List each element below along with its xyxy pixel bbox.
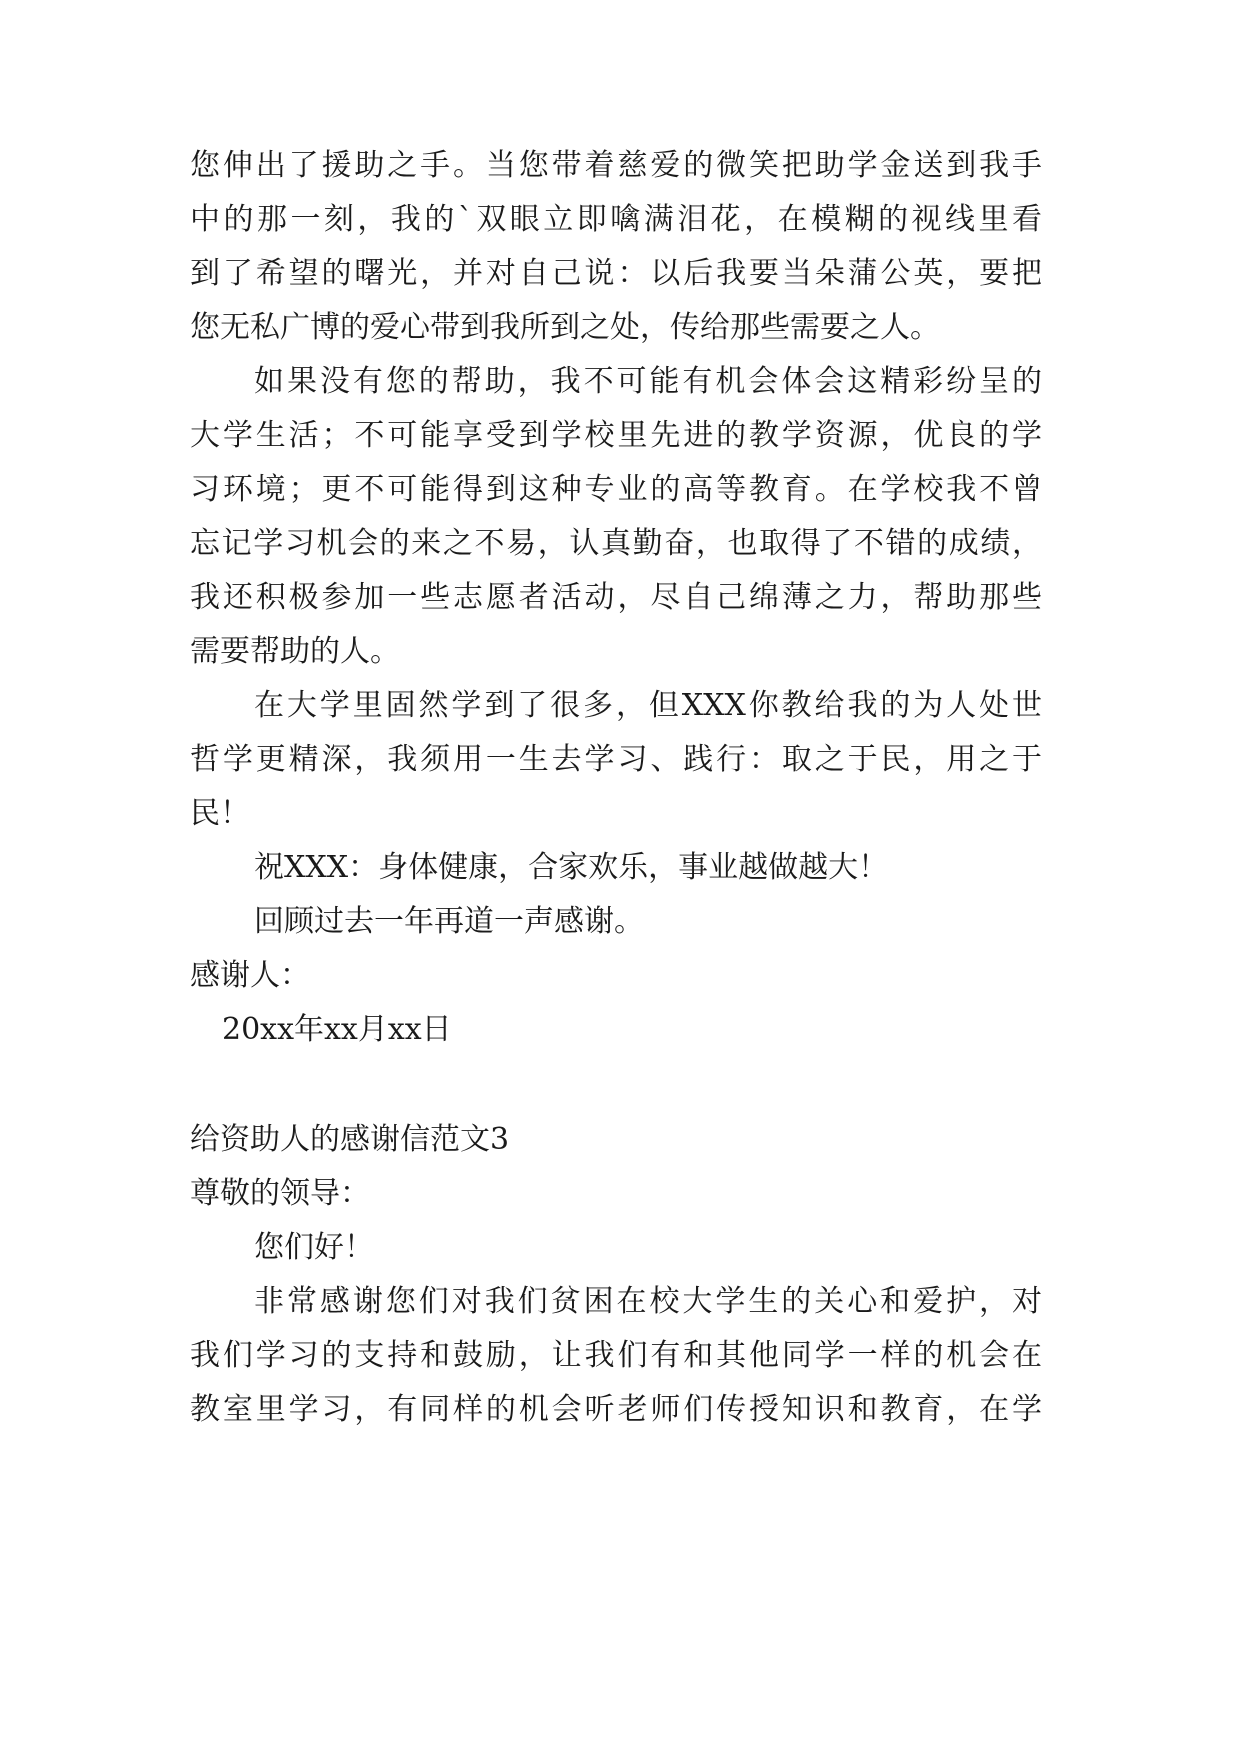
body-text-line: 您伸出了援助之手。当您带着慈爱的微笑把助学金送到我手 [190, 148, 1042, 183]
body-text-line: 在大学里固然学到了很多，但XXX你教给我的为人处世 [254, 688, 1042, 723]
body-text-line: 哲学更精深，我须用一生去学习、践行：取之于民，用之于 [190, 742, 1042, 777]
body-text-line: 大学生活；不可能享受到学校里先进的教学资源，优良的学 [190, 418, 1042, 453]
section-title: 给资助人的感谢信范文3 [190, 1122, 510, 1157]
body-text-line: 如果没有您的帮助，我不可能有机会体会这精彩纷呈的 [254, 364, 1042, 399]
body-text-line: 中的那一刻，我的`双眼立即噙满泪花，在模糊的视线里看 [190, 202, 1042, 237]
body-text-line: 教室里学习，有同样的机会听老师们传授知识和教育，在学 [190, 1392, 1042, 1427]
salutation: 尊敬的领导： [190, 1176, 370, 1211]
body-text-line: 习环境；更不可能得到这种专业的高等教育。在学校我不曾 [190, 472, 1042, 507]
wish-line: 祝XXX：身体健康，合家欢乐，事业越做越大！ [254, 850, 889, 885]
greeting: 您们好！ [254, 1230, 374, 1265]
signer-label: 感谢人： [190, 958, 310, 993]
body-text-line: 需要帮助的人。 [190, 634, 400, 669]
body-text-line: 民！ [190, 796, 250, 831]
letter-date: 20xx年xx月xx日 [222, 1012, 452, 1047]
body-text-line: 到了希望的曙光，并对自己说：以后我要当朵蒲公英，要把 [190, 256, 1042, 291]
closing-line: 回顾过去一年再道一声感谢。 [254, 904, 644, 939]
body-text-line: 您无私广博的爱心带到我所到之处，传给那些需要之人。 [190, 310, 940, 345]
body-text-line: 我还积极参加一些志愿者活动，尽自己绵薄之力，帮助那些 [190, 580, 1042, 615]
body-text-line: 非常感谢您们对我们贫困在校大学生的关心和爱护，对 [254, 1284, 1042, 1319]
body-text-line: 忘记学习机会的来之不易，认真勤奋，也取得了不错的成绩， [190, 526, 1042, 561]
body-text-line: 我们学习的支持和鼓励，让我们有和其他同学一样的机会在 [190, 1338, 1042, 1373]
